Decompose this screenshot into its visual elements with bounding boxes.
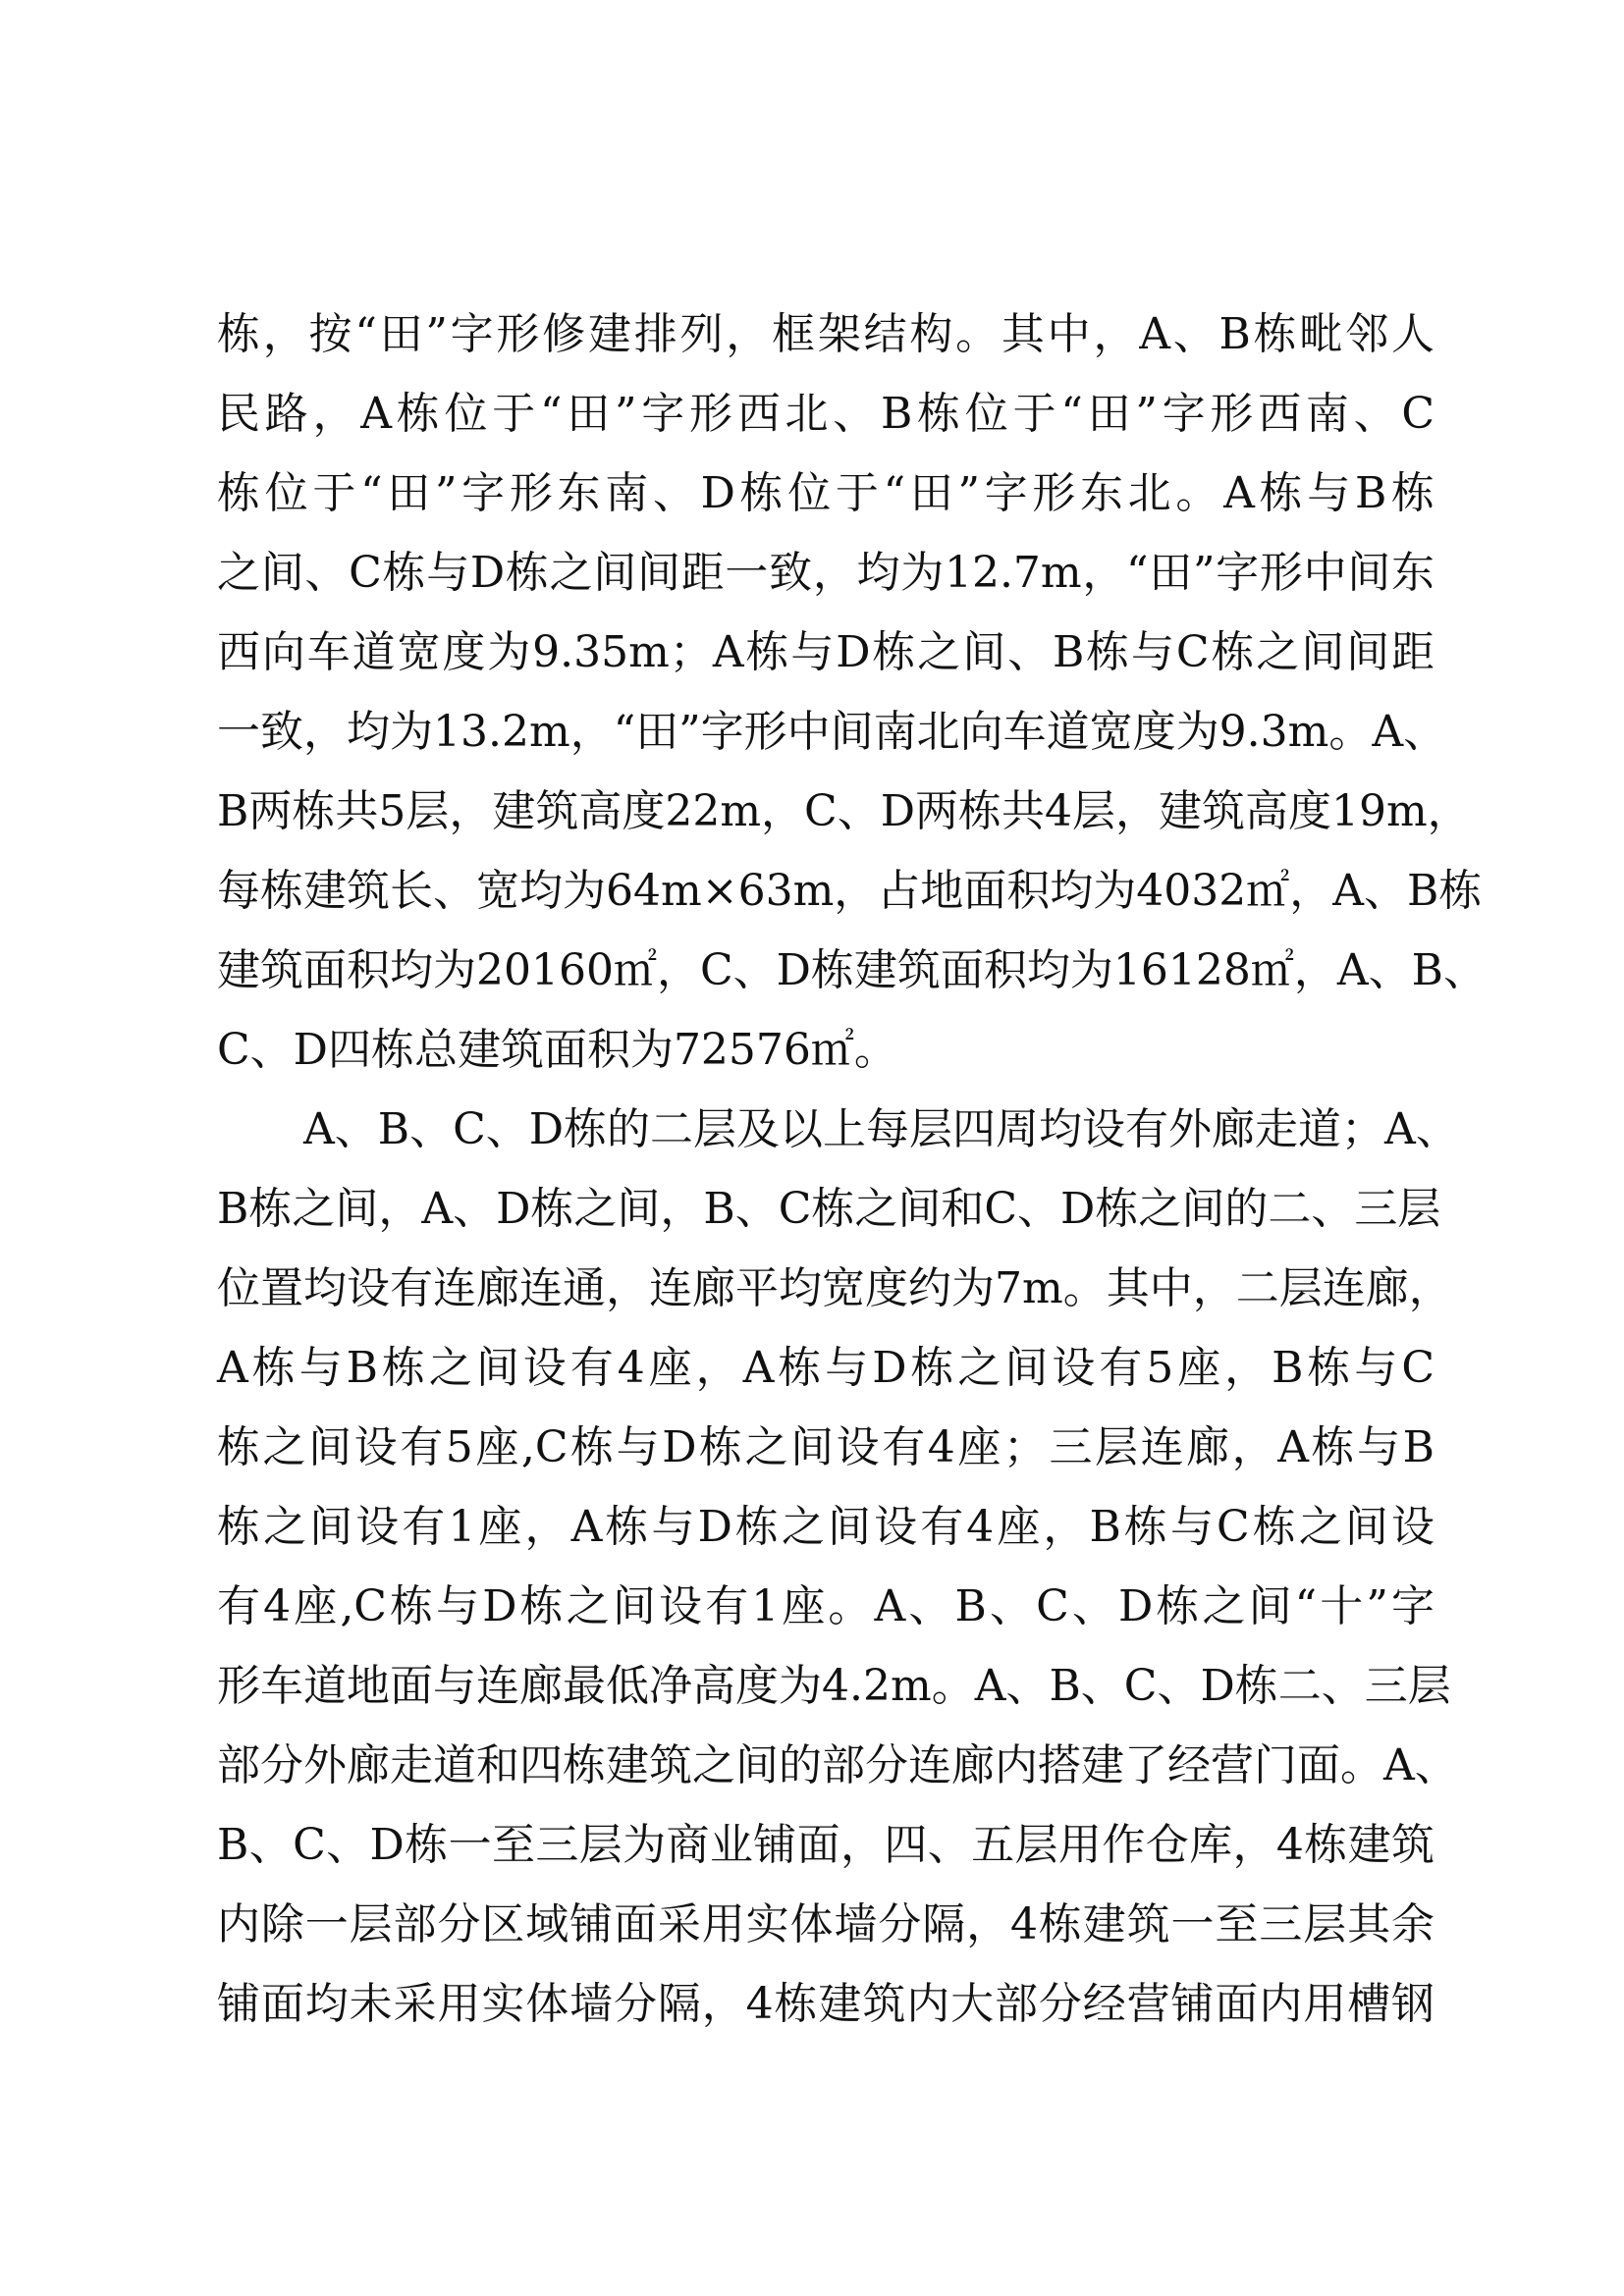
text-line: 栋位于“田”字形东南、D栋位于“田”字形东北。A栋与B栋 bbox=[217, 468, 1435, 518]
text-line: 一致，均为13.2m，“田”字形中间南北向车道宽度为9.3m。A、 bbox=[217, 707, 1447, 757]
text-line: 有4座,C栋与D栋之间设有1座。A、B、C、D栋之间“十”字 bbox=[217, 1581, 1435, 1631]
text-line: 每栋建筑长、宽均为64m×63m，占地面积均为4032㎡，A、B栋 bbox=[217, 866, 1483, 916]
text-line: 部分外廊走道和四栋建筑之间的部分连廊内搭建了经营门面。A、 bbox=[217, 1740, 1458, 1790]
text-line: 建筑面积均为20160㎡，C、D栋建筑面积均为16128㎡，A、B、 bbox=[217, 945, 1487, 995]
body-text bbox=[217, 294, 1487, 2044]
text-line: B、C、D栋一至三层为商业铺面，四、五层用作仓库，4栋建筑 bbox=[217, 1820, 1435, 1870]
text-line: 之间、C栋与D栋之间间距一致，均为12.7m，“田”字形中间东 bbox=[217, 548, 1435, 598]
paragraph-buildings-layout bbox=[217, 294, 1487, 1090]
text-line: A栋与B栋之间设有4座，A栋与D栋之间设有5座，B栋与C bbox=[217, 1343, 1435, 1393]
text-line: 形车道地面与连廊最低净高度为4.2m。A、B、C、D栋二、三层 bbox=[217, 1661, 1451, 1711]
text-line: B栋之间，A、D栋之间，B、C栋之间和C、D栋之间的二、三层 bbox=[217, 1184, 1441, 1234]
text-line: 栋之间设有5座,C栋与D栋之间设有4座；三层连廊，A栋与B bbox=[217, 1422, 1435, 1472]
text-line: B两栋共5层，建筑高度22m，C、D两栋共4层，建筑高度19m， bbox=[217, 786, 1471, 836]
text-line: 栋，按“田”字形修建排列，框架结构。其中，A、B栋毗邻人 bbox=[217, 309, 1435, 359]
text-line: 民路，A栋位于“田”字形西北、B栋位于“田”字形西南、C bbox=[217, 389, 1435, 439]
text-line: 内除一层部分区域铺面采用实体墙分隔，4栋建筑一至三层其余 bbox=[217, 1899, 1435, 1949]
text-line: 西向车道宽度为9.35m；A栋与D栋之间、B栋与C栋之间间距 bbox=[217, 627, 1435, 677]
text-line: 铺面均未采用实体墙分隔，4栋建筑内大部分经营铺面内用槽钢 bbox=[217, 1979, 1435, 2029]
text-line: 位置均设有连廊连通，连廊平均宽度约为7m。其中，二层连廊， bbox=[217, 1263, 1452, 1313]
text-line: A、B、C、D栋的二层及以上每层四周均设有外廊走道；A、 bbox=[303, 1104, 1459, 1154]
text-line: 栋之间设有1座，A栋与D栋之间设有4座，B栋与C栋之间设 bbox=[217, 1502, 1435, 1552]
text-line: C、D四栋总建筑面积为72576㎡。 bbox=[217, 1025, 897, 1075]
paragraph-corridors bbox=[217, 1090, 1459, 2044]
